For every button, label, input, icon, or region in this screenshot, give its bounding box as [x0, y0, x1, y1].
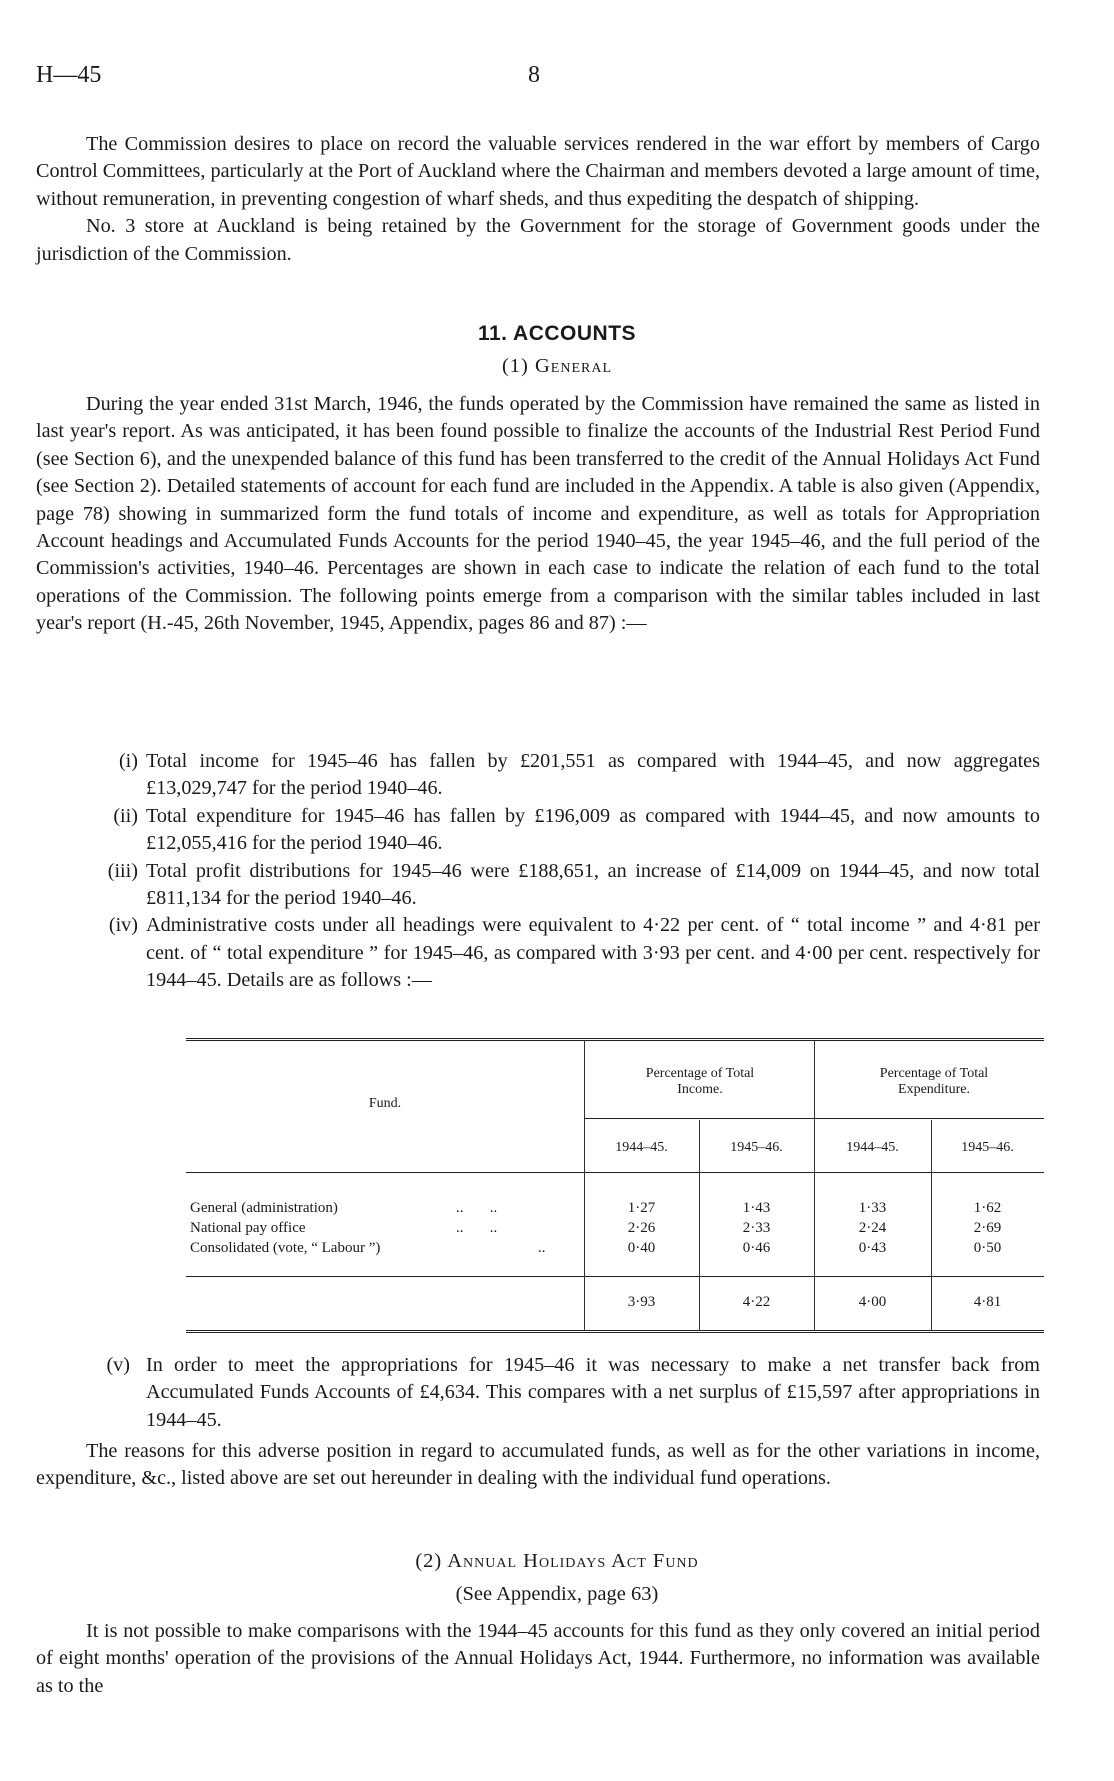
value-cell: 0·43 — [858, 1240, 887, 1256]
list-item — [88, 748, 1040, 803]
intro-paragraphs — [36, 131, 1040, 268]
list-item — [88, 803, 1040, 858]
year-header: 1944–45. — [615, 1140, 668, 1155]
page-number: 8 — [528, 62, 540, 88]
fund-column-header: Fund. — [368, 1096, 402, 1111]
year-header: 1945–46. — [961, 1140, 1014, 1155]
list-item-text: Total expenditure for 1945–46 has fallen by £196,009 as compared with 1944–45, and now amounts to £12,055,416 for the period 1940–46. — [146, 804, 1040, 855]
document-reference: H—45 — [36, 62, 102, 88]
dot-leader: .. — [538, 1240, 546, 1256]
year-header: 1945–46. — [730, 1140, 783, 1155]
paragraph-cargo-control: The Commission desires to place on record the valuable services rendered in the war effort by members of Cargo Control Committees, particularly at the Port of Auckland where the Chairman and members devoted a large amount of time, without remuneration, in preventing congestion of wharf sheds, and thus expediting the despatch of shipping. — [36, 133, 1040, 210]
list-item-text: In order to meet the appropriations for 1945–46 it was necessary to make a net transfer back from Accumulated Funds Accounts of £4,634. This compares with a net surplus of £15,597 after appropriations in 1944–45. — [146, 1354, 1040, 1431]
annual-holidays-paragraph-block — [36, 1618, 1040, 1700]
income-group-header: Percentage of Total Income. — [645, 1066, 755, 1097]
section-title-accounts: 11. ACCOUNTS — [477, 322, 637, 345]
list-item-number: (v) — [106, 1354, 130, 1376]
value-cell: 2·24 — [858, 1220, 887, 1236]
list-item — [88, 1352, 1040, 1434]
value-cell: 1·27 — [627, 1200, 656, 1216]
paragraph-annual-holidays: It is not possible to make comparisons with the 1944–45 accounts for this fund as they only covered an initial period of eight months' operation of the provisions of the Annual Holidays Act, 1944. Furthermore, no information was available as to the — [36, 1620, 1040, 1697]
general-paragraph-block — [36, 391, 1040, 638]
table-group-rule — [584, 1118, 1044, 1119]
table-subtotal-rule — [186, 1276, 1044, 1277]
total-cell: 4·00 — [858, 1294, 887, 1310]
table-top-rule — [186, 1038, 1044, 1041]
dot-leader: .. .. — [456, 1200, 498, 1216]
admin-costs-table — [186, 1038, 1044, 1346]
value-cell: 2·26 — [627, 1220, 656, 1236]
points-list — [88, 748, 1040, 995]
year-header: 1944–45. — [846, 1140, 899, 1155]
table-bottom-rule — [186, 1330, 1044, 1333]
list-item-text: Total profit distributions for 1945–46 were £188,651, an increase of £14,009 on 1944–45, and now total £811,134 for the period 1940–46. — [146, 859, 1040, 910]
value-cell: 0·50 — [973, 1240, 1002, 1256]
value-cell: 2·69 — [973, 1220, 1002, 1236]
table-column-divider — [584, 1040, 585, 1330]
list-item-number: (iv) — [108, 914, 138, 937]
paragraph-general: During the year ended 31st March, 1946, the funds operated by the Commission have remained the same as listed in last year's report. As was anticipated, it has been found possible to finalize the accounts of the Industrial Rest Period Fund (see Section 6), and the unexpended balance of this fund has been transferred to the credit of the Annual Holidays Act Fund (see Section 2). Detailed statements of account for each fund are included in the Appendix. A table is also given (Appendix, page 78) showing in summarized form the fund totals of income and expenditure, as well as totals for Appropriation Account headings and Accumulated Funds Accounts for the period 1940–45, the year 1945–46, and the full period of the Commission's activities, 1940–46. Percentages are shown in each case to indicate the relation of each fund to the total operations of the Commission. The following points emerge from a comparison with the similar tables included in last year's report (H.-45, 26th November, 1945, Appendix, pages 86 and 87) :— — [36, 393, 1040, 635]
value-cell: 1·33 — [858, 1200, 887, 1216]
total-cell: 4·81 — [973, 1294, 1002, 1310]
value-cell: 2·33 — [742, 1220, 771, 1236]
table-header-rule — [186, 1172, 1044, 1173]
list-item-number: (ii) — [113, 804, 138, 827]
appendix-reference: (See Appendix, page 63) — [455, 1583, 659, 1605]
dot-leader: .. .. — [456, 1220, 498, 1236]
value-cell: 1·62 — [973, 1200, 1002, 1216]
value-cell: 1·43 — [742, 1200, 771, 1216]
reasons-paragraph-block — [36, 1438, 1040, 1493]
subsection-title-annual-holidays: (2) Annual Holidays Act Fund — [415, 1550, 699, 1572]
fund-name: National pay office — [190, 1220, 306, 1236]
list-item-text: Total income for 1945–46 has fallen by £201,551 as compared with 1944–45, and now aggregates £13,029,747 for the period 1940–46. — [146, 750, 1040, 800]
subsection-title-general: (1) General — [501, 355, 613, 377]
value-cell: 0·46 — [742, 1240, 771, 1256]
paragraph-reasons: The reasons for this adverse position in regard to accumulated funds, as well as for the other variations in income, expenditure, &c., listed above are set out hereunder in dealing with the individual fund operations. — [36, 1440, 1040, 1490]
list-item-text: Administrative costs under all headings were equivalent to 4·22 per cent. of “ total income ” and 4·81 per cent. of “ total expenditure ” for 1945–46, as compared with 3·93 per cent. and 4·00 per cent. respectively for 1944–45. Details are as follows :— — [146, 914, 1040, 992]
total-cell: 4·22 — [742, 1294, 771, 1310]
total-cell: 3·93 — [627, 1294, 656, 1310]
fund-name: General (administration) — [190, 1200, 338, 1216]
list-item — [88, 912, 1040, 994]
table-column-divider — [814, 1040, 815, 1330]
list-item-number: (i) — [118, 750, 138, 772]
value-cell: 0·40 — [627, 1240, 656, 1256]
list-item-number: (iii) — [107, 859, 138, 882]
list-item — [88, 858, 1040, 913]
point-v-list — [88, 1352, 1040, 1434]
expenditure-group-header: Percentage of Total Expenditure. — [879, 1066, 989, 1097]
fund-name: Consolidated (vote, “ Labour ”) — [190, 1240, 381, 1256]
paragraph-store: No. 3 store at Auckland is being retained by the Government for the storage of Government goods under the jurisdiction of the Commission. — [36, 215, 1040, 265]
page-header — [36, 62, 1076, 102]
